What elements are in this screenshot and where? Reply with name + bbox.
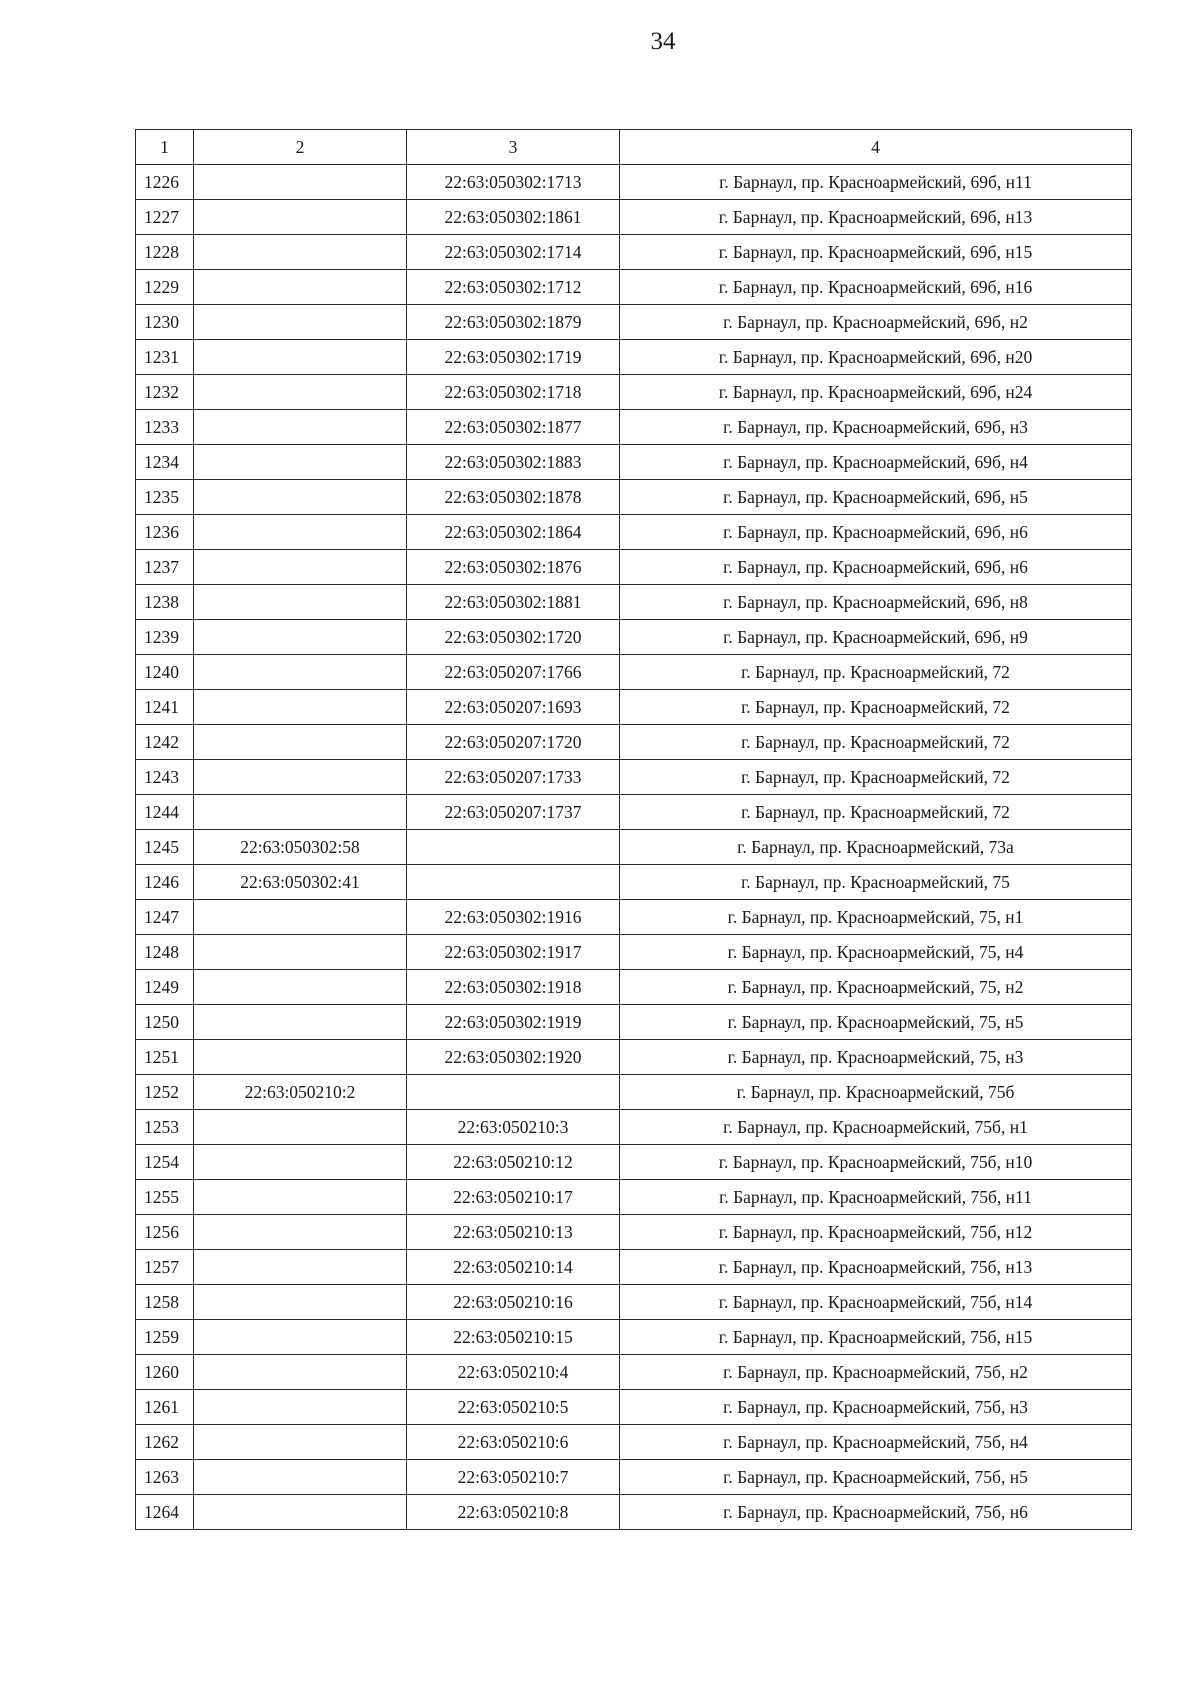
- table-row: [136, 1250, 1132, 1285]
- land-cadastral-cell: [194, 1460, 407, 1495]
- row-number-cell: 1244: [136, 795, 194, 830]
- row-number-cell: 1249: [136, 970, 194, 1005]
- table-row: [136, 1425, 1132, 1460]
- land-cadastral-cell: [194, 445, 407, 480]
- building-cadastral-cell: 22:63:050302:1883: [407, 445, 620, 480]
- address-cell: г. Барнаул, пр. Красноармейский, 72: [620, 655, 1132, 690]
- table-row: [136, 1390, 1132, 1425]
- address-cell: г. Барнаул, пр. Красноармейский, 75, н4: [620, 935, 1132, 970]
- address-cell: г. Барнаул, пр. Красноармейский, 69б, н5: [620, 480, 1132, 515]
- row-number-cell: 1242: [136, 725, 194, 760]
- land-cadastral-cell: [194, 1005, 407, 1040]
- building-cadastral-cell: 22:63:050207:1766: [407, 655, 620, 690]
- address-cell: г. Барнаул, пр. Красноармейский, 69б, н9: [620, 620, 1132, 655]
- land-cadastral-cell: [194, 340, 407, 375]
- building-cadastral-cell: 22:63:050302:1878: [407, 480, 620, 515]
- building-cadastral-cell: 22:63:050210:7: [407, 1460, 620, 1495]
- row-number-cell: 1234: [136, 445, 194, 480]
- land-cadastral-cell: [194, 1285, 407, 1320]
- address-cell: г. Барнаул, пр. Красноармейский, 75б, н11: [620, 1180, 1132, 1215]
- row-number-cell: 1261: [136, 1390, 194, 1425]
- address-cell: г. Барнаул, пр. Красноармейский, 75б, н14: [620, 1285, 1132, 1320]
- land-cadastral-cell: [194, 375, 407, 410]
- land-cadastral-cell: [194, 200, 407, 235]
- address-cell: г. Барнаул, пр. Красноармейский, 73а: [620, 830, 1132, 865]
- land-cadastral-cell: [194, 1145, 407, 1180]
- table-row: [136, 480, 1132, 515]
- address-cell: г. Барнаул, пр. Красноармейский, 75, н3: [620, 1040, 1132, 1075]
- building-cadastral-cell: 22:63:050302:1713: [407, 165, 620, 200]
- address-cell: г. Барнаул, пр. Красноармейский, 75б: [620, 1075, 1132, 1110]
- page-number: 34: [650, 28, 676, 55]
- row-number-cell: 1250: [136, 1005, 194, 1040]
- address-cell: г. Барнаул, пр. Красноармейский, 69б, н20: [620, 340, 1132, 375]
- building-cadastral-cell: 22:63:050210:3: [407, 1110, 620, 1145]
- table-row: [136, 1355, 1132, 1390]
- address-cell: г. Барнаул, пр. Красноармейский, 75б, н1: [620, 1110, 1132, 1145]
- land-cadastral-cell: [194, 480, 407, 515]
- land-cadastral-cell: [194, 235, 407, 270]
- building-cadastral-cell: 22:63:050210:15: [407, 1320, 620, 1355]
- building-cadastral-cell: [407, 1075, 620, 1110]
- table-row: [136, 760, 1132, 795]
- table-row: [136, 445, 1132, 480]
- building-cadastral-cell: 22:63:050210:13: [407, 1215, 620, 1250]
- row-number-cell: 1263: [136, 1460, 194, 1495]
- land-cadastral-cell: 22:63:050302:58: [194, 830, 407, 865]
- row-number-cell: 1233: [136, 410, 194, 445]
- table-row: [136, 970, 1132, 1005]
- building-cadastral-cell: 22:63:050302:1720: [407, 620, 620, 655]
- table-row: [136, 410, 1132, 445]
- building-cadastral-cell: 22:63:050210:14: [407, 1250, 620, 1285]
- building-cadastral-cell: 22:63:050210:12: [407, 1145, 620, 1180]
- address-cell: г. Барнаул, пр. Красноармейский, 72: [620, 760, 1132, 795]
- address-cell: г. Барнаул, пр. Красноармейский, 75, н5: [620, 1005, 1132, 1040]
- land-cadastral-cell: [194, 935, 407, 970]
- row-number-cell: 1226: [136, 165, 194, 200]
- table-row: [136, 235, 1132, 270]
- land-cadastral-cell: [194, 970, 407, 1005]
- address-cell: г. Барнаул, пр. Красноармейский, 69б, н3: [620, 410, 1132, 445]
- building-cadastral-cell: 22:63:050302:1714: [407, 235, 620, 270]
- land-cadastral-cell: 22:63:050302:41: [194, 865, 407, 900]
- building-cadastral-cell: 22:63:050302:1879: [407, 305, 620, 340]
- table-row: [136, 1495, 1132, 1530]
- table-row: [136, 200, 1132, 235]
- table-row: [136, 375, 1132, 410]
- row-number-cell: 1264: [136, 1495, 194, 1530]
- address-cell: г. Барнаул, пр. Красноармейский, 75б, н5: [620, 1460, 1132, 1495]
- building-cadastral-cell: 22:63:050210:8: [407, 1495, 620, 1530]
- row-number-cell: 1239: [136, 620, 194, 655]
- land-cadastral-cell: 22:63:050210:2: [194, 1075, 407, 1110]
- building-cadastral-cell: 22:63:050302:1876: [407, 550, 620, 585]
- building-cadastral-cell: 22:63:050302:1917: [407, 935, 620, 970]
- column-header-1: 1: [136, 130, 194, 165]
- land-cadastral-cell: [194, 410, 407, 445]
- table-row: [136, 935, 1132, 970]
- row-number-cell: 1260: [136, 1355, 194, 1390]
- table-row: [136, 1285, 1132, 1320]
- address-cell: г. Барнаул, пр. Красноармейский, 75: [620, 865, 1132, 900]
- building-cadastral-cell: 22:63:050302:1877: [407, 410, 620, 445]
- land-cadastral-cell: [194, 1425, 407, 1460]
- row-number-cell: 1228: [136, 235, 194, 270]
- address-cell: г. Барнаул, пр. Красноармейский, 75б, н13: [620, 1250, 1132, 1285]
- row-number-cell: 1259: [136, 1320, 194, 1355]
- address-cell: г. Барнаул, пр. Красноармейский, 69б, н15: [620, 235, 1132, 270]
- address-cell: г. Барнаул, пр. Красноармейский, 69б, н11: [620, 165, 1132, 200]
- land-cadastral-cell: [194, 165, 407, 200]
- table-row: [136, 865, 1132, 900]
- table-header-row: [136, 130, 1132, 165]
- building-cadastral-cell: 22:63:050210:6: [407, 1425, 620, 1460]
- building-cadastral-cell: 22:63:050207:1693: [407, 690, 620, 725]
- land-cadastral-cell: [194, 760, 407, 795]
- column-header-4: 4: [620, 130, 1132, 165]
- property-table: [135, 129, 1132, 1530]
- building-cadastral-cell: 22:63:050302:1881: [407, 585, 620, 620]
- address-cell: г. Барнаул, пр. Красноармейский, 75б, н4: [620, 1425, 1132, 1460]
- row-number-cell: 1240: [136, 655, 194, 690]
- building-cadastral-cell: 22:63:050302:1916: [407, 900, 620, 935]
- land-cadastral-cell: [194, 1355, 407, 1390]
- table-row: [136, 1215, 1132, 1250]
- row-number-cell: 1247: [136, 900, 194, 935]
- row-number-cell: 1231: [136, 340, 194, 375]
- land-cadastral-cell: [194, 795, 407, 830]
- building-cadastral-cell: 22:63:050302:1861: [407, 200, 620, 235]
- building-cadastral-cell: 22:63:050302:1712: [407, 270, 620, 305]
- building-cadastral-cell: 22:63:050210:5: [407, 1390, 620, 1425]
- land-cadastral-cell: [194, 1250, 407, 1285]
- building-cadastral-cell: 22:63:050302:1864: [407, 515, 620, 550]
- table-row: [136, 550, 1132, 585]
- row-number-cell: 1237: [136, 550, 194, 585]
- row-number-cell: 1256: [136, 1215, 194, 1250]
- table-row: [136, 690, 1132, 725]
- row-number-cell: 1229: [136, 270, 194, 305]
- building-cadastral-cell: 22:63:050302:1719: [407, 340, 620, 375]
- address-cell: г. Барнаул, пр. Красноармейский, 75б, н3: [620, 1390, 1132, 1425]
- column-header-3: 3: [407, 130, 620, 165]
- building-cadastral-cell: 22:63:050207:1720: [407, 725, 620, 760]
- row-number-cell: 1258: [136, 1285, 194, 1320]
- address-cell: г. Барнаул, пр. Красноармейский, 75, н2: [620, 970, 1132, 1005]
- row-number-cell: 1230: [136, 305, 194, 340]
- land-cadastral-cell: [194, 270, 407, 305]
- address-cell: г. Барнаул, пр. Красноармейский, 75б, н12: [620, 1215, 1132, 1250]
- land-cadastral-cell: [194, 585, 407, 620]
- address-cell: г. Барнаул, пр. Красноармейский, 69б, н6: [620, 515, 1132, 550]
- row-number-cell: 1257: [136, 1250, 194, 1285]
- address-cell: г. Барнаул, пр. Красноармейский, 69б, н24: [620, 375, 1132, 410]
- land-cadastral-cell: [194, 1495, 407, 1530]
- row-number-cell: 1252: [136, 1075, 194, 1110]
- row-number-cell: 1243: [136, 760, 194, 795]
- building-cadastral-cell: [407, 830, 620, 865]
- address-cell: г. Барнаул, пр. Красноармейский, 75б, н10: [620, 1145, 1132, 1180]
- address-cell: г. Барнаул, пр. Красноармейский, 75б, н15: [620, 1320, 1132, 1355]
- row-number-cell: 1241: [136, 690, 194, 725]
- table-row: [136, 725, 1132, 760]
- land-cadastral-cell: [194, 1110, 407, 1145]
- row-number-cell: 1235: [136, 480, 194, 515]
- address-cell: г. Барнаул, пр. Красноармейский, 72: [620, 725, 1132, 760]
- land-cadastral-cell: [194, 655, 407, 690]
- table-row: [136, 165, 1132, 200]
- table-row: [136, 270, 1132, 305]
- table-row: [136, 830, 1132, 865]
- building-cadastral-cell: 22:63:050210:16: [407, 1285, 620, 1320]
- address-cell: г. Барнаул, пр. Красноармейский, 75, н1: [620, 900, 1132, 935]
- address-cell: г. Барнаул, пр. Красноармейский, 69б, н8: [620, 585, 1132, 620]
- table-row: [136, 1145, 1132, 1180]
- row-number-cell: 1232: [136, 375, 194, 410]
- address-cell: г. Барнаул, пр. Красноармейский, 75б, н6: [620, 1495, 1132, 1530]
- table-row: [136, 620, 1132, 655]
- row-number-cell: 1236: [136, 515, 194, 550]
- row-number-cell: 1255: [136, 1180, 194, 1215]
- land-cadastral-cell: [194, 1215, 407, 1250]
- land-cadastral-cell: [194, 515, 407, 550]
- row-number-cell: 1238: [136, 585, 194, 620]
- land-cadastral-cell: [194, 305, 407, 340]
- table-row: [136, 305, 1132, 340]
- table-body: [136, 165, 1132, 1530]
- address-cell: г. Барнаул, пр. Красноармейский, 69б, н6: [620, 550, 1132, 585]
- row-number-cell: 1262: [136, 1425, 194, 1460]
- table-row: [136, 515, 1132, 550]
- building-cadastral-cell: [407, 865, 620, 900]
- land-cadastral-cell: [194, 1180, 407, 1215]
- building-cadastral-cell: 22:63:050210:17: [407, 1180, 620, 1215]
- row-number-cell: 1246: [136, 865, 194, 900]
- table-row: [136, 1005, 1132, 1040]
- row-number-cell: 1254: [136, 1145, 194, 1180]
- address-cell: г. Барнаул, пр. Красноармейский, 69б, н2: [620, 305, 1132, 340]
- land-cadastral-cell: [194, 550, 407, 585]
- table-row: [136, 655, 1132, 690]
- address-cell: г. Барнаул, пр. Красноармейский, 72: [620, 795, 1132, 830]
- address-cell: г. Барнаул, пр. Красноармейский, 69б, н13: [620, 200, 1132, 235]
- building-cadastral-cell: 22:63:050302:1920: [407, 1040, 620, 1075]
- building-cadastral-cell: 22:63:050302:1718: [407, 375, 620, 410]
- table-row: [136, 340, 1132, 375]
- table-row: [136, 795, 1132, 830]
- land-cadastral-cell: [194, 725, 407, 760]
- building-cadastral-cell: 22:63:050207:1733: [407, 760, 620, 795]
- land-cadastral-cell: [194, 1320, 407, 1355]
- table-row: [136, 1075, 1132, 1110]
- table-row: [136, 900, 1132, 935]
- row-number-cell: 1248: [136, 935, 194, 970]
- table-row: [136, 585, 1132, 620]
- land-cadastral-cell: [194, 1390, 407, 1425]
- column-header-2: 2: [194, 130, 407, 165]
- address-cell: г. Барнаул, пр. Красноармейский, 75б, н2: [620, 1355, 1132, 1390]
- building-cadastral-cell: 22:63:050207:1737: [407, 795, 620, 830]
- building-cadastral-cell: 22:63:050302:1918: [407, 970, 620, 1005]
- row-number-cell: 1245: [136, 830, 194, 865]
- row-number-cell: 1251: [136, 1040, 194, 1075]
- land-cadastral-cell: [194, 1040, 407, 1075]
- land-cadastral-cell: [194, 620, 407, 655]
- table-row: [136, 1110, 1132, 1145]
- table-row: [136, 1040, 1132, 1075]
- address-cell: г. Барнаул, пр. Красноармейский, 72: [620, 690, 1132, 725]
- building-cadastral-cell: 22:63:050302:1919: [407, 1005, 620, 1040]
- row-number-cell: 1227: [136, 200, 194, 235]
- building-cadastral-cell: 22:63:050210:4: [407, 1355, 620, 1390]
- table-row: [136, 1180, 1132, 1215]
- land-cadastral-cell: [194, 690, 407, 725]
- address-cell: г. Барнаул, пр. Красноармейский, 69б, н16: [620, 270, 1132, 305]
- table-row: [136, 1460, 1132, 1495]
- land-cadastral-cell: [194, 900, 407, 935]
- table-row: [136, 1320, 1132, 1355]
- row-number-cell: 1253: [136, 1110, 194, 1145]
- address-cell: г. Барнаул, пр. Красноармейский, 69б, н4: [620, 445, 1132, 480]
